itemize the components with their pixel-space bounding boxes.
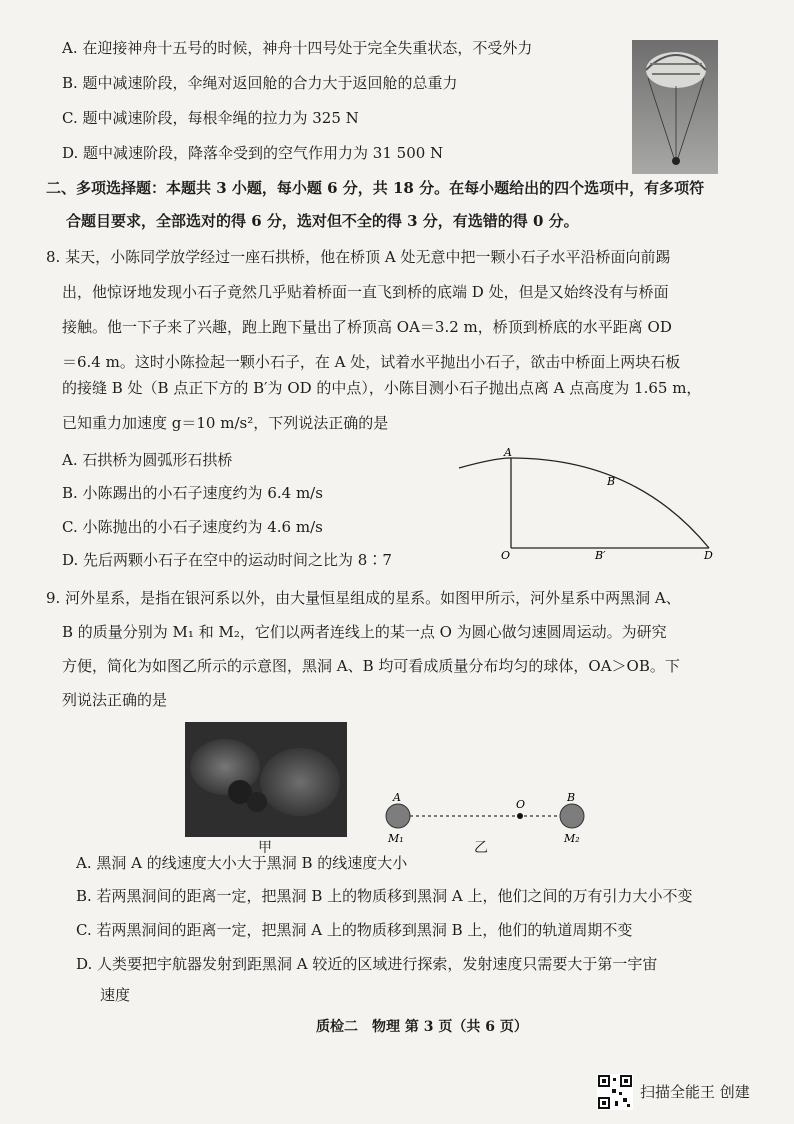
q9-option-a: A. 黑洞 A 的线速度大小大于黑洞 B 的线速度大小 — [76, 854, 408, 872]
q8-stem-line: 已知重力加速度 g＝10 m/s²，下列说法正确的是 — [62, 414, 389, 432]
q9-stem-line: 9. 河外星系，是指在银河系以外，由大量恒星组成的星系。如图甲所示，河外星系中两黑洞 A、 — [46, 589, 681, 607]
label-b-prime: B′ — [595, 549, 606, 560]
page-footer: 质检二 物理 第 3 页（共 6 页） — [316, 1019, 528, 1035]
parachute-photo — [632, 40, 718, 174]
q8-option-a: A. 石拱桥为圆弧形石拱桥 — [62, 451, 233, 469]
section2-heading-line1: 二、多项选择题：本题共 3 小题，每小题 6 分，共 18 分。在每小题给出的四个选项中，有多项符 — [46, 179, 705, 197]
label-m2: M₂ — [564, 832, 580, 845]
q7-option-d: D. 题中减速阶段，降落伞受到的空气作用力为 31 500 N — [62, 144, 444, 162]
q7-option-b: B. 题中减速阶段，伞绳对返回舱的合力大于返回舱的总重力 — [62, 74, 458, 92]
q9-stem-line: B 的质量分别为 M₁ 和 M₂，它们以两者连线上的某一点 O 为圆心做匀速圆周运动。为研究 — [62, 623, 667, 641]
label-a: A — [504, 448, 512, 459]
q9-stem-line: 方便，简化为如图乙所示的示意图，黑洞 A、B 均可看成质量分布均匀的球体，OA＞OB。下 — [62, 657, 680, 675]
section2-heading-line2: 合题目要求，全部选对的得 6 分，选对但不全的得 3 分，有选错的得 0 分。 — [66, 212, 579, 230]
black-hole-b — [560, 804, 584, 828]
fig-label-yi: 乙 — [474, 840, 488, 856]
galaxy-photo — [185, 722, 347, 837]
q7-option-a: A. 在迎接神舟十五号的时候，神舟十四号处于完全失重状态，不受外力 — [62, 39, 533, 57]
bridge-arc — [459, 458, 709, 548]
center-o — [517, 813, 523, 819]
label-a: A — [393, 791, 401, 804]
fig-label-jia: 甲 — [258, 840, 272, 856]
scanner-watermark: 扫描全能王 创建 — [640, 1083, 750, 1101]
q8-stem-line: ＝6.4 m。这时小陈捡起一颗小石子，在 A 处，试着水平抛出小石子，欲击中桥面上两块石板 — [62, 353, 681, 371]
bridge-diagram — [455, 448, 730, 560]
q8-option-b: B. 小陈踢出的小石子速度约为 6.4 m/s — [62, 484, 323, 502]
q7-option-c: C. 题中减速阶段，每根伞绳的拉力为 325 N — [62, 109, 359, 127]
q8-stem-line: 接触。他一下子来了兴趣，跑上跑下量出了桥顶高 OA＝3.2 m，桥顶到桥底的水平距离 OD — [62, 318, 672, 336]
label-b: B — [567, 791, 576, 804]
q9-option-c: C. 若两黑洞间的距离一定，把黑洞 A 上的物质移到黑洞 B 上，他们的轨道周期不变 — [76, 921, 633, 939]
q8-option-c: C. 小陈抛出的小石子速度约为 4.6 m/s — [62, 518, 323, 536]
label-o: O — [516, 798, 526, 811]
q8-option-d: D. 先后两颗小石子在空中的运动时间之比为 8∶7 — [62, 551, 392, 569]
qr-code-icon — [597, 1074, 633, 1110]
q9-option-d: D. 人类要把宇航器发射到距黑洞 A 较近的区域进行探索，发射速度只需要大于第一宇宙 — [76, 955, 658, 973]
q8-stem-line: 8. 某天，小陈同学放学经过一座石拱桥，他在桥顶 A 处无意中把一颗小石子水平沿桥面向前踢 — [46, 248, 671, 266]
label-o: O — [501, 549, 511, 560]
q8-stem-line: 出，他惊讶地发现小石子竟然几乎贴着桥面一直飞到桥的底端 D 处，但是又始终没有与桥面 — [62, 283, 669, 301]
label-b: B — [607, 475, 616, 488]
q8-stem-line: 的接缝 B 处（B 点正下方的 B′为 OD 的中点），小陈目测小石子抛出点离 A 点高度为 1.65 m， — [62, 379, 702, 397]
q9-stem-line: 列说法正确的是 — [62, 691, 168, 709]
black-hole-a — [386, 804, 410, 828]
q9-option-d-continued: 速度 — [100, 986, 131, 1004]
label-d: D — [704, 549, 713, 560]
q9-option-b: B. 若两黑洞间的距离一定，把黑洞 B 上的物质移到黑洞 A 上，他们之间的万有引力大小不变 — [76, 887, 693, 905]
label-m1: M₁ — [388, 832, 404, 845]
